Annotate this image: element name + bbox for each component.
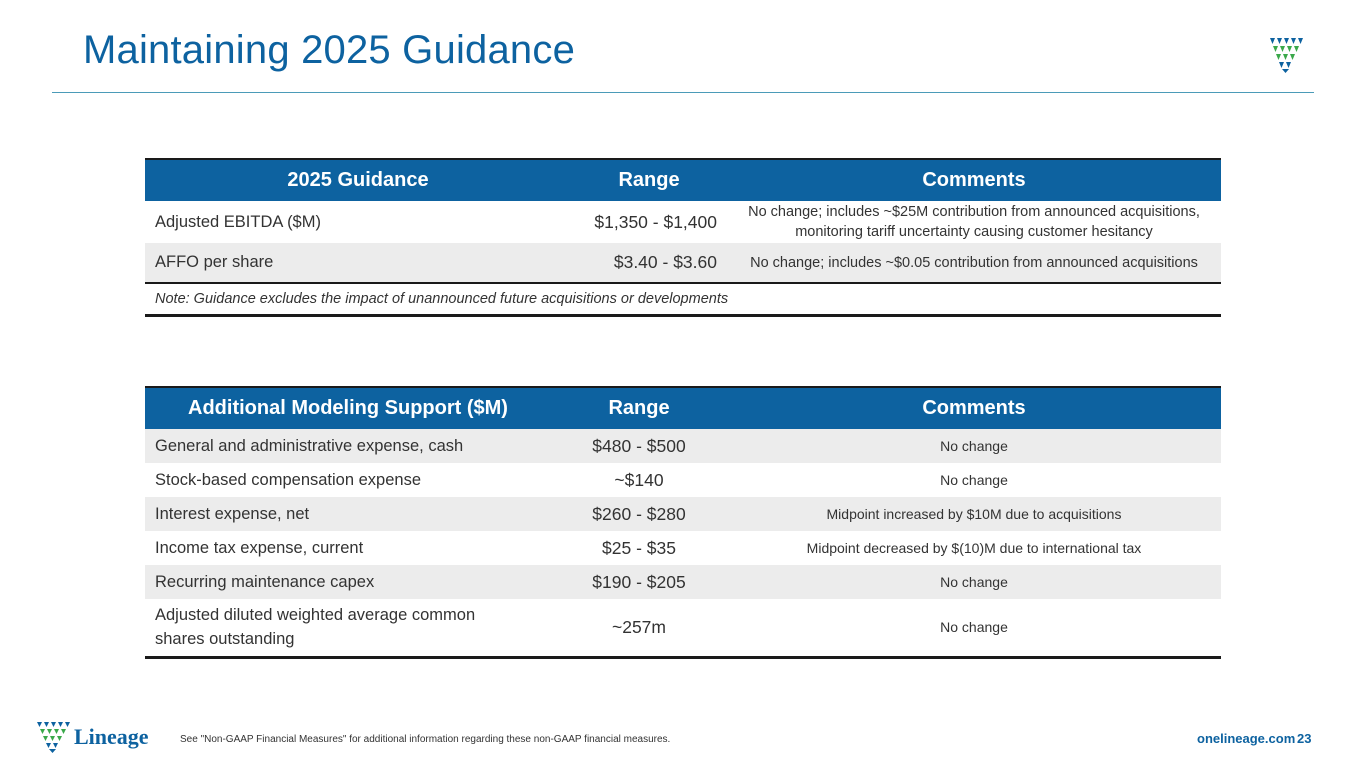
row-comment-line2: monitoring tariff uncertainty causing customer hesitancy: [795, 224, 1153, 240]
modeling-header-comments: Comments: [727, 387, 1221, 429]
row-comment: No change; includes ~$0.05 contribution from announced acquisitions: [727, 243, 1221, 283]
row-comment: Midpoint decreased by $(10)M due to international tax: [806, 540, 1142, 556]
footnote: See "Non-GAAP Financial Measures" for additional information regarding these non-GAAP financial measures.: [180, 734, 671, 745]
row-range: $3.40 - $3.60: [571, 243, 727, 283]
row-label: AFFO per share: [145, 243, 571, 283]
guidance-header-row: [145, 159, 1221, 201]
guidance-header-comments: Comments: [727, 159, 1221, 201]
row-label: Income tax expense, current: [155, 538, 364, 557]
row-label: [145, 599, 551, 657]
page-number: 23: [1297, 731, 1312, 746]
row-range: $480 - $500: [551, 429, 727, 463]
table-row: [145, 531, 1221, 565]
row-label: General and administrative expense, cash: [145, 429, 551, 463]
table-row: [145, 599, 1221, 657]
guidance-note-row: [145, 283, 1221, 316]
table-row: [145, 429, 1221, 463]
lineage-shield-icon: [1268, 36, 1304, 74]
row-range: $260 - $280: [551, 497, 727, 531]
row-range: ~257m: [551, 599, 727, 657]
table-row: [145, 497, 1221, 531]
lineage-wordmark: Lineage: [74, 724, 149, 749]
row-label: Interest expense, net: [145, 497, 551, 531]
table-row: [145, 565, 1221, 599]
guidance-note: Note: Guidance excludes the impact of unannounced future acquisitions or developments: [145, 283, 1221, 316]
row-comment: No change: [727, 599, 1221, 657]
lineage-logo: [36, 720, 166, 754]
page-title: Maintaining 2025 Guidance: [83, 28, 576, 72]
row-range: $190 - $205: [551, 565, 727, 599]
row-range: $25 - $35: [602, 537, 676, 558]
row-label: Recurring maintenance capex: [145, 565, 551, 599]
modeling-table: [145, 386, 1221, 659]
website-link[interactable]: onelineage.com: [1197, 731, 1296, 746]
row-range: $1,350 - $1,400: [594, 211, 717, 232]
table-row: [145, 201, 1221, 243]
guidance-header-range: Range: [571, 159, 727, 201]
modeling-header-label: Additional Modeling Support ($M): [145, 387, 551, 429]
guidance-table: [145, 158, 1221, 317]
row-label-line2: shares outstanding: [155, 630, 295, 649]
row-label: Adjusted EBITDA ($M): [155, 212, 321, 231]
table-row: [145, 243, 1221, 283]
row-comment: No change: [940, 472, 1008, 488]
modeling-header-row: [145, 387, 1221, 429]
row-comment: No change: [727, 565, 1221, 599]
row-range: ~$140: [614, 469, 664, 490]
row-comment: No change: [727, 429, 1221, 463]
guidance-header-label: 2025 Guidance: [145, 159, 571, 201]
row-comment-line1: No change; includes ~$25M contribution from announced acquisitions,: [748, 204, 1200, 220]
modeling-header-range: Range: [551, 387, 727, 429]
table-row: [145, 463, 1221, 497]
row-comment: Midpoint increased by $10M due to acquisitions: [727, 497, 1221, 531]
row-comment: [727, 201, 1221, 243]
row-label: Stock-based compensation expense: [155, 470, 421, 489]
row-label-line1: Adjusted diluted weighted average common: [155, 606, 476, 625]
title-divider: [52, 92, 1314, 93]
